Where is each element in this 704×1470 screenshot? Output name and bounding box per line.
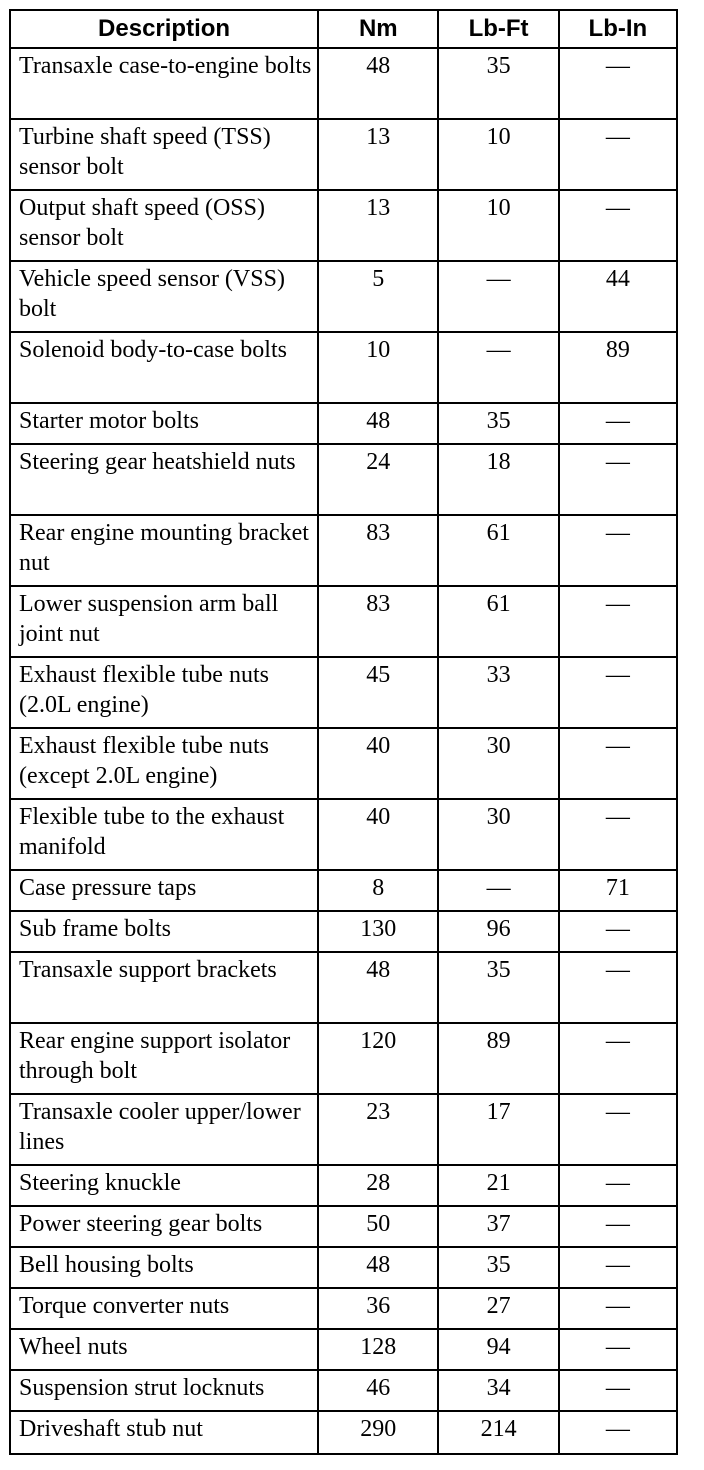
nm-cell: 45 (319, 658, 439, 727)
lb-ft-cell: 34 (439, 1371, 559, 1410)
lb-in-cell: — (605, 804, 630, 830)
lb-in-cell: — (605, 1252, 630, 1278)
nm-cell: 40 (319, 800, 439, 869)
table-row (11, 912, 676, 953)
nm-cell: 28 (319, 1166, 439, 1205)
table-row (11, 1166, 676, 1207)
header-nm: Nm (319, 11, 439, 47)
description-cell: Steering gear heatshield nuts (11, 445, 319, 514)
description-cell: Exhaust flexible tube nuts (2.0L engine) (11, 658, 319, 727)
description-cell: Lower suspension arm ball joint nut (11, 587, 319, 656)
lb-in-cell: — (605, 1099, 630, 1125)
lb-in-cell: — (605, 1334, 630, 1360)
table-row (11, 658, 676, 729)
lb-in-cell: — (605, 662, 630, 688)
table-row (11, 516, 676, 587)
nm-cell: 13 (319, 191, 439, 260)
description-cell: Exhaust flexible tube nuts (except 2.0L engine) (11, 729, 319, 798)
lb-ft-cell: 30 (439, 729, 559, 798)
lb-ft-cell: 89 (439, 1024, 559, 1093)
table-row (11, 191, 676, 262)
table-row (11, 871, 676, 912)
lb-in-cell: — (605, 195, 630, 221)
table-row (11, 1289, 676, 1330)
lb-in-cell: — (605, 1028, 630, 1054)
nm-cell: 8 (319, 871, 439, 910)
lb-ft-cell: 35 (439, 49, 559, 118)
description-cell: Flexible tube to the exhaust manifold (11, 800, 319, 869)
lb-ft-cell: — (439, 333, 559, 402)
lb-in-cell: 71 (605, 875, 630, 901)
description-cell: Case pressure taps (11, 871, 319, 910)
table-row (11, 404, 676, 445)
lb-ft-cell: 10 (439, 191, 559, 260)
table-row (11, 800, 676, 871)
lb-ft-cell: — (439, 262, 559, 331)
table-row (11, 333, 676, 404)
lb-in-cell: — (605, 449, 630, 475)
lb-ft-cell: 17 (439, 1095, 559, 1164)
lb-in-cell: — (605, 53, 630, 79)
description-cell: Wheel nuts (11, 1330, 319, 1369)
description-cell: Vehicle speed sensor (VSS) bolt (11, 262, 319, 331)
lb-ft-cell: 35 (439, 404, 559, 443)
description-cell: Torque converter nuts (11, 1289, 319, 1328)
table-row (11, 1248, 676, 1289)
nm-cell: 83 (319, 587, 439, 656)
lb-in-cell: 44 (605, 266, 630, 292)
nm-cell: 128 (319, 1330, 439, 1369)
description-cell: Starter motor bolts (11, 404, 319, 443)
nm-cell: 83 (319, 516, 439, 585)
table-row (11, 953, 676, 1024)
nm-cell: 23 (319, 1095, 439, 1164)
header-description: Description (11, 11, 319, 47)
description-cell: Power steering gear bolts (11, 1207, 319, 1246)
lb-in-cell: — (605, 520, 630, 546)
description-cell: Steering knuckle (11, 1166, 319, 1205)
table-row (11, 445, 676, 516)
nm-cell: 46 (319, 1371, 439, 1410)
nm-cell: 120 (319, 1024, 439, 1093)
description-cell: Solenoid body-to-case bolts (11, 333, 319, 402)
nm-cell: 48 (319, 953, 439, 1022)
table-row (11, 1024, 676, 1095)
lb-ft-cell: 61 (439, 516, 559, 585)
lb-in-cell: — (605, 408, 630, 434)
description-cell: Bell housing bolts (11, 1248, 319, 1287)
description-cell: Sub frame bolts (11, 912, 319, 951)
lb-in-cell: — (605, 124, 630, 150)
nm-cell: 10 (319, 333, 439, 402)
lb-in-cell: — (605, 916, 630, 942)
lb-in-cell: — (605, 1375, 630, 1401)
table-row (11, 49, 676, 120)
description-cell: Rear engine support isolator through bolt (11, 1024, 319, 1093)
nm-cell: 130 (319, 912, 439, 951)
lb-ft-cell: 37 (439, 1207, 559, 1246)
table-row (11, 1371, 676, 1412)
lb-ft-cell: — (439, 871, 559, 910)
lb-ft-cell: 21 (439, 1166, 559, 1205)
lb-in-cell: 89 (605, 337, 630, 363)
table-row (11, 1330, 676, 1371)
lb-in-cell: — (605, 957, 630, 983)
description-cell: Transaxle cooler upper/lower lines (11, 1095, 319, 1164)
lb-ft-cell: 61 (439, 587, 559, 656)
nm-cell: 48 (319, 49, 439, 118)
nm-cell: 48 (319, 1248, 439, 1287)
description-cell: Rear engine mounting bracket nut (11, 516, 319, 585)
table-header-row (11, 11, 676, 49)
lb-ft-cell: 33 (439, 658, 559, 727)
nm-cell: 290 (319, 1412, 439, 1453)
description-cell: Transaxle case-to-engine bolts (11, 49, 319, 118)
description-cell: Transaxle support brackets (11, 953, 319, 1022)
lb-ft-cell: 96 (439, 912, 559, 951)
table-row (11, 729, 676, 800)
table-row (11, 587, 676, 658)
nm-cell: 5 (319, 262, 439, 331)
description-cell: Driveshaft stub nut (11, 1412, 319, 1453)
lb-ft-cell: 35 (439, 1248, 559, 1287)
lb-ft-cell: 27 (439, 1289, 559, 1328)
table-body (11, 49, 676, 1453)
lb-in-cell: — (605, 733, 630, 759)
nm-cell: 50 (319, 1207, 439, 1246)
description-cell: Output shaft speed (OSS) sensor bolt (11, 191, 319, 260)
torque-spec-table (9, 9, 678, 1455)
nm-cell: 36 (319, 1289, 439, 1328)
table-row (11, 1412, 676, 1453)
nm-cell: 48 (319, 404, 439, 443)
table-row (11, 262, 676, 333)
table-row (11, 1207, 676, 1248)
nm-cell: 40 (319, 729, 439, 798)
lb-ft-cell: 30 (439, 800, 559, 869)
nm-cell: 24 (319, 445, 439, 514)
header-lb-in: Lb-In (588, 15, 648, 42)
lb-in-cell: — (605, 1170, 630, 1196)
lb-in-cell: — (605, 591, 630, 617)
lb-ft-cell: 214 (439, 1412, 559, 1453)
lb-ft-cell: 10 (439, 120, 559, 189)
header-lb-ft: Lb-Ft (439, 11, 559, 47)
lb-ft-cell: 94 (439, 1330, 559, 1369)
lb-in-cell: — (605, 1416, 630, 1442)
lb-ft-cell: 18 (439, 445, 559, 514)
lb-in-cell: — (605, 1293, 630, 1319)
nm-cell: 13 (319, 120, 439, 189)
table-row (11, 120, 676, 191)
lb-in-cell: — (605, 1211, 630, 1237)
description-cell: Suspension strut locknuts (11, 1371, 319, 1410)
lb-ft-cell: 35 (439, 953, 559, 1022)
table-row (11, 1095, 676, 1166)
description-cell: Turbine shaft speed (TSS) sensor bolt (11, 120, 319, 189)
